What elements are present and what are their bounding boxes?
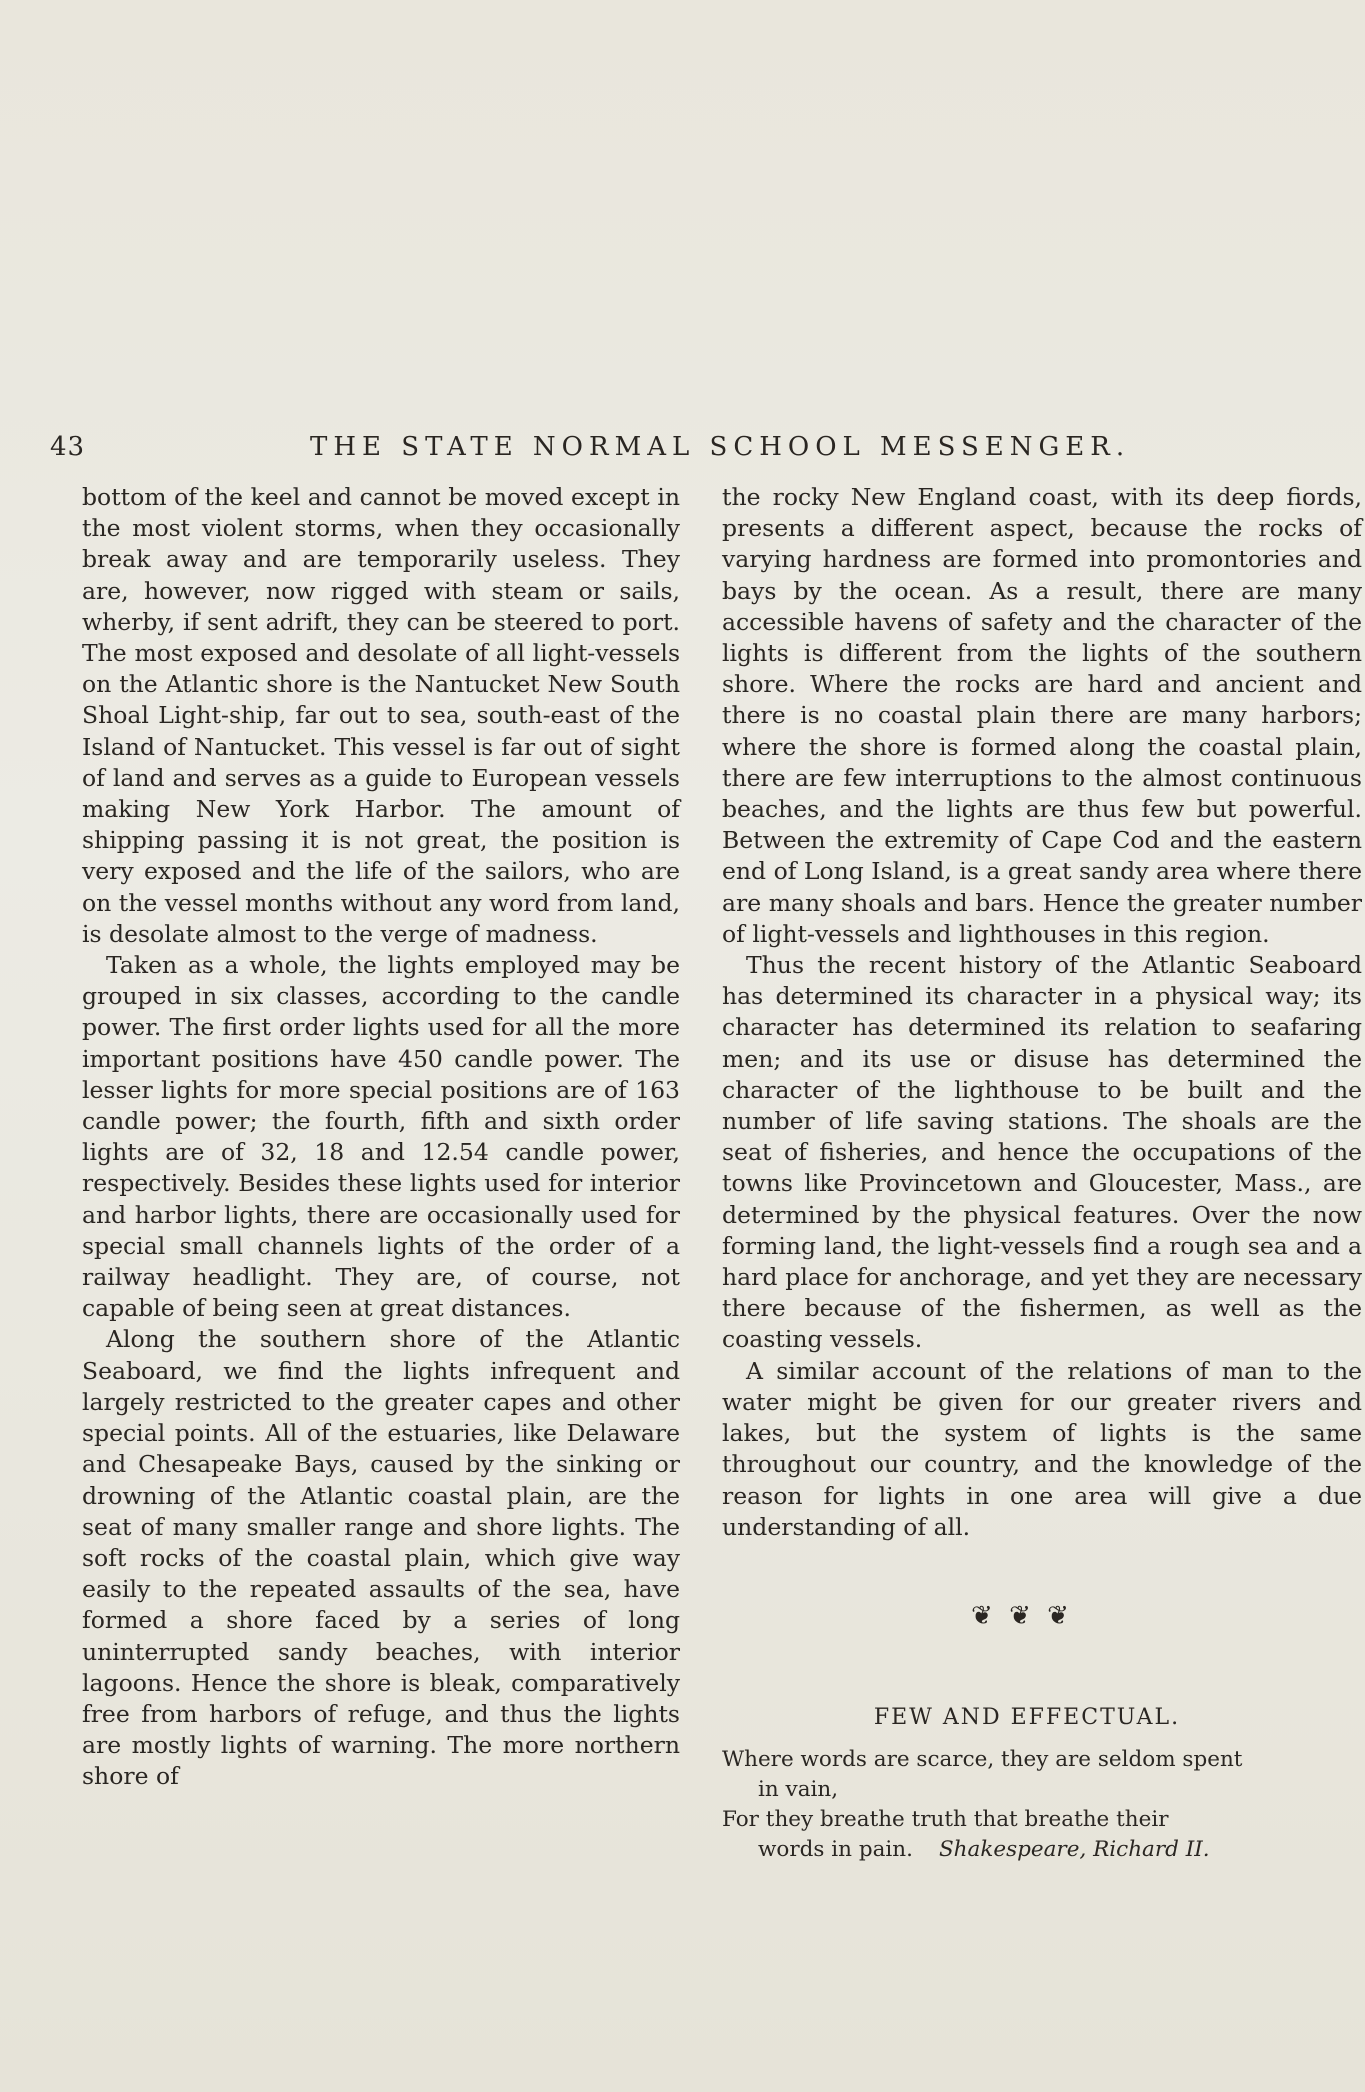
- poem-title: FEW AND EFFECTUAL.: [873, 1705, 1181, 1731]
- running-title: THE STATE NORMAL SCHOOL MESSENGER.: [310, 432, 1131, 462]
- paragraph: A similar account of the relations of man to the water might be given for our greater rivers and lakes, but the system of lights is the same throughout our country, and the knowledge of the reason for lights in one area will give a due understanding of all.: [722, 1356, 1362, 1541]
- paragraph: Along the southern shore of the Atlantic Seaboard, we find the lights infrequent and largely restricted to the greater capes and other special points. All of the estuaries, like Delaware and Chesapeake Bays, caused by the sinking or drowning of the Atlantic coastal plain, are the seat of many smaller range and shore lights. The soft rocks of the coastal plain, which give way easily to the repeated assaults of the sea, have formed a shore faced by a series of long uninterrupted sandy beaches, with interior lagoons. Hence the shore is bleak, comparatively free from harbors of refuge, and thus the lights are mostly lights of warning. The more northern shore of: [82, 1325, 680, 1791]
- poem-attribution: Shakespeare, Richard II.: [938, 1837, 1210, 1863]
- poem-line: words in pain.: [758, 1837, 913, 1863]
- right-column: [722, 482, 1362, 1865]
- poem-line: For they breathe truth that breathe their: [722, 1807, 1169, 1833]
- page-number: 43: [50, 432, 86, 462]
- poem-line-with-attribution: [722, 1835, 1362, 1865]
- poem-line: Where words are scarce, they are seldom spent: [722, 1747, 1243, 1773]
- section-ornament: ❦ ❦ ❦: [971, 1600, 1073, 1631]
- left-column: [82, 482, 680, 1793]
- poem-line: in vain,: [758, 1777, 839, 1803]
- paragraph: the rocky New England coast, with its deep fiords, presents a different aspect, because the rocks of varying hardness are formed into promontories and bays by the ocean. As a result, there are many accessible havens of safety and the character of the lights is different from the lights of the southern shore. Where the rocks are hard and ancient and there is no coastal plain there are many harbors; where the shore is formed along the coastal plain, there are few interruptions to the almost continuous beaches, and the lights are thus few but powerful. Between the extremity of Cape Cod and the eastern end of Long Island, is a great sandy area where there are many shoals and bars. Hence the greater number of light-vessels and lighthouses in this region.: [722, 483, 1362, 948]
- paragraph: Taken as a whole, the lights employed may be grouped in six classes, according to the candle power. The first order lights used for all the more important positions have 450 candle power. The lesser lights for more special positions are of 163 candle power; the fourth, fifth and sixth order lights are of 32, 18 and 12.54 candle power, respectively. Besides these lights used for interior and harbor lights, there are occasionally used for special small channels lights of the order of a railway headlight. They are, of course, not capable of being seen at great distances.: [82, 951, 680, 1323]
- page-header: [50, 432, 1345, 472]
- paragraph: bottom of the keel and cannot be moved except in the most violent storms, when they occasionally break away and are temporarily useless. They are, however, now rigged with steam or sails, wherby, if sent adrift, they can be steered to port. The most exposed and desolate of all light-vessels on the Atlantic shore is the Nantucket New South Shoal Light-ship, far out to sea, south-east of the Island of Nantucket. This vessel is far out of sight of land and serves as a guide to European vessels making New York Harbor. The amount of shipping passing it is not great, the position is very exposed and the life of the sailors, who are on the vessel months without any word from land, is desolate almost to the verge of madness.: [82, 483, 680, 948]
- paragraph: Thus the recent history of the Atlantic Seaboard has determined its character in a physical way; its character has determined its relation to seafaring men; and its use or disuse has determined the character of the lighthouse to be built and the number of life saving stations. The shoals are the seat of fisheries, and hence the occupations of the towns like Provincetown and Gloucester, Mass., are determined by the physical features. Over the now forming land, the light-vessels find a rough sea and a hard place for anchorage, and yet they are necessary there because of the fishermen, as well as the coasting vessels.: [722, 951, 1362, 1354]
